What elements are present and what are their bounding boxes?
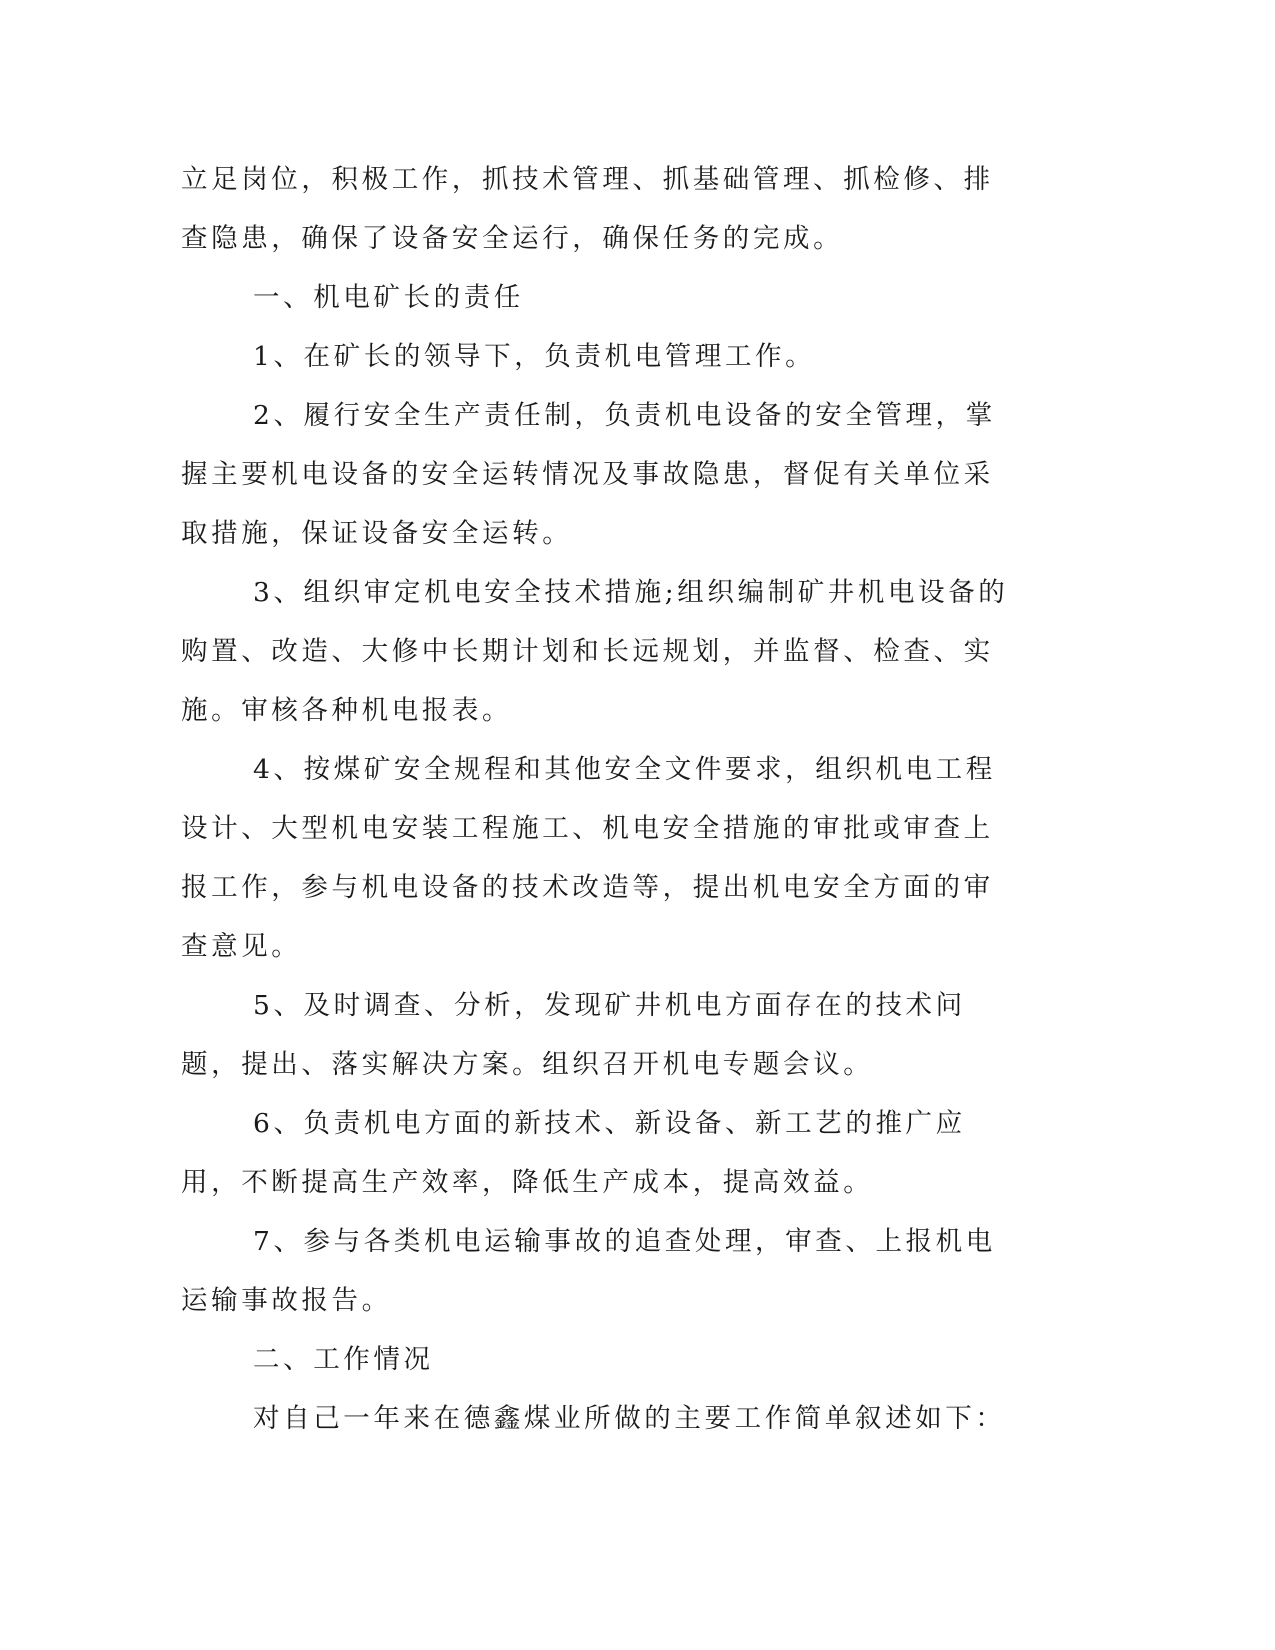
list-item-3: 3、组织审定机电安全技术措施;组织编制矿井机电设备的购置、改造、大修中长期计划和长远规划，并监督、检查、实施。审核各种机电报表。 (181, 577, 1009, 726)
paragraph-summary-intro: 对自己一年来在德鑫煤业所做的主要工作简单叙述如下： (253, 1403, 1006, 1434)
list-item-5: 5、及时调查、分析，发现矿井机电方面存在的技术问题，提出、落实解决方案。组织召开机电专题会议。 (181, 990, 966, 1080)
list-item-1: 1、在矿长的领导下，负责机电管理工作。 (253, 341, 816, 372)
list-item-6: 6、负责机电方面的新技术、新设备、新工艺的推广应用，不断提高生产效率，降低生产成本，提高效益。 (181, 1108, 966, 1198)
list-item-7: 7、参与各类机电运输事故的追查处理，审查、上报机电运输事故报告。 (181, 1226, 996, 1316)
list-item-2: 2、履行安全生产责任制，负责机电设备的安全管理，掌握主要机电设备的安全运转情况及事故隐患，督促有关单位采取措施，保证设备安全运转。 (181, 400, 996, 549)
section-heading-responsibilities: 一、机电矿长的责任 (253, 282, 524, 313)
list-item-4: 4、按煤矿安全规程和其他安全文件要求，组织机电工程设计、大型机电安装工程施工、机电安全措施的审批或审查上报工作，参与机电设备的技术改造等，提出机电安全方面的审查意见。 (181, 754, 996, 962)
paragraph-intro: 立足岗位，积极工作，抓技术管理、抓基础管理、抓检修、排查隐患，确保了设备安全运行，确保任务的完成。 (181, 164, 994, 254)
document-body (181, 150, 1017, 1448)
section-heading-work: 二、工作情况 (253, 1344, 434, 1375)
